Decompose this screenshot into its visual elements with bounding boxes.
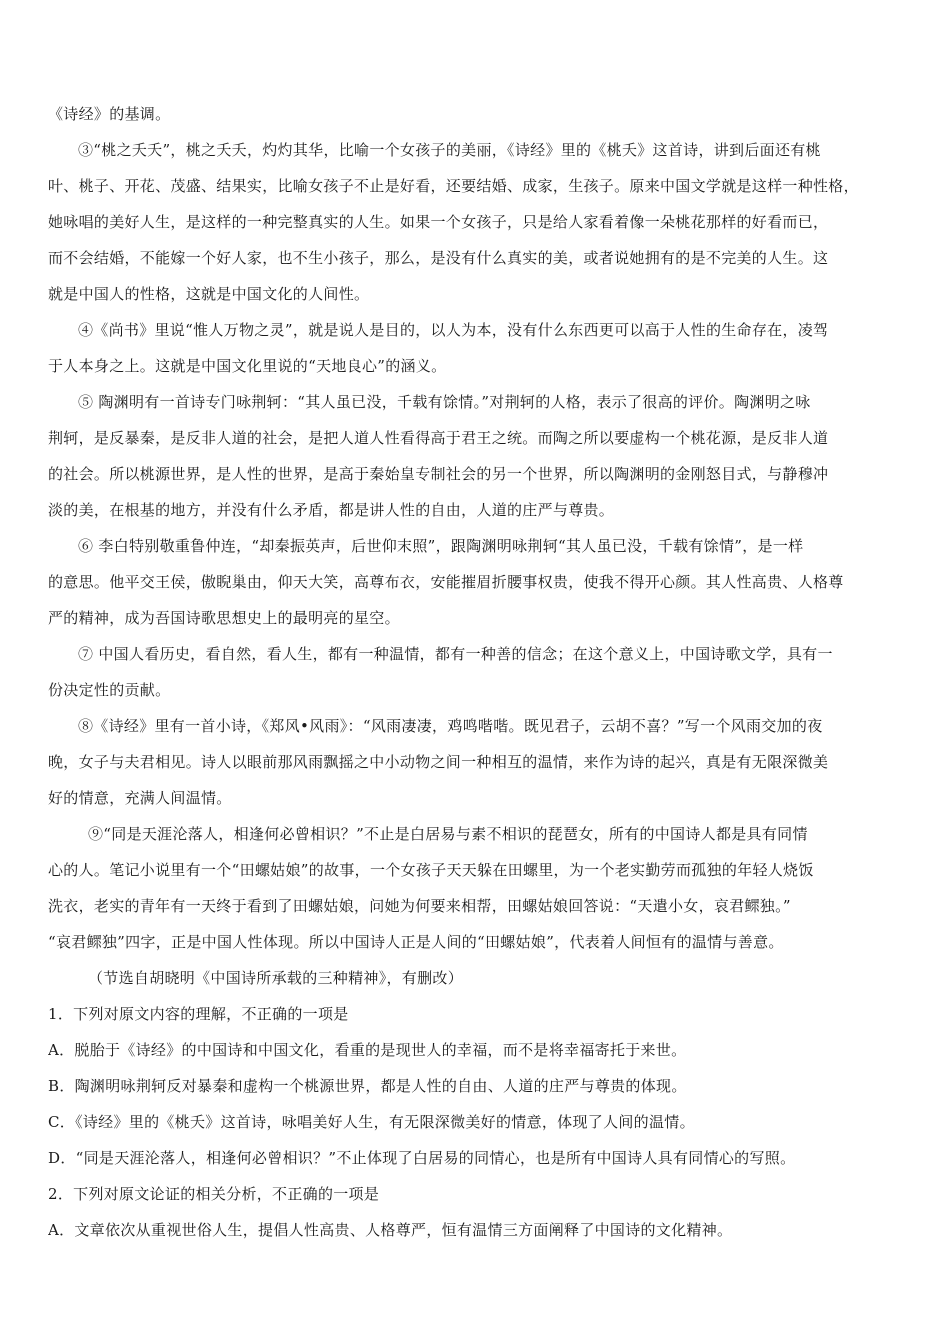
text-line: 叶、桃子、开花、茂盛、结果实，比喻女孩子不止是好看，还要结婚、成家，生孩子。原来中国文学就是这样一种性格， — [48, 177, 859, 195]
question-2 — [48, 1176, 906, 1248]
text-line: 份决定性的贡献。 — [48, 681, 171, 699]
text-line: 严的精神，成为吾国诗歌思想史上的最明亮的星空。 — [48, 609, 400, 627]
paragraph-3 — [48, 132, 906, 312]
text-line: ⑨“同是天涯沦落人，相逢何必曾相识？”不止是白居易与素不相识的琵琶女，所有的中国诗人都是具有同情 — [88, 825, 808, 843]
text-line: ⑦ 中国人看历史，看自然，看人生，都有一种温情，都有一种善的信念；在这个意义上，中国诗歌文学，具有一 — [78, 645, 833, 663]
paragraph-5 — [48, 384, 906, 528]
text-line: 于人本身之上。这就是中国文化里说的“天地良心”的涵义。 — [48, 357, 447, 375]
question-stem: 2．下列对原文论证的相关分析，不正确的一项是 — [48, 1185, 380, 1203]
text-line: ⑧《诗经》里有一首小诗，《郑风•风雨》：“风雨凄凄，鸡鸣喈喈。既见君子，云胡不喜？”写一个风雨交加的夜 — [78, 717, 823, 735]
paragraph-9 — [48, 816, 906, 960]
question-stem: 1．下列对原文内容的理解，不正确的一项是 — [48, 1005, 349, 1023]
text-line: 晚，女子与夫君相见。诗人以眼前那风雨飘摇之中小动物之间一种相互的温情，来作为诗的起兴，真是有无限深微美 — [48, 753, 829, 771]
text-line: ④《尚书》里说“惟人万物之灵”，就是说人是目的，以人为本，没有什么东西更可以高于人性的生命存在，凌驾 — [78, 321, 829, 339]
text-line: 心的人。笔记小说里有一个“田螺姑娘”的故事，一个女孩子天天躲在田螺里，为一个老实勤劳而孤独的年轻人烧饭 — [48, 861, 814, 879]
document-page — [48, 96, 906, 1248]
option-a: A．脱胎于《诗经》的中国诗和中国文化，看重的是现世人的幸福，而不是将幸福寄托于来世。 — [48, 1041, 687, 1059]
text-line: 而不会结婚，不能嫁一个好人家，也不生小孩子，那么，是没有什么真实的美，或者说她拥有的是不完美的人生。这 — [48, 249, 829, 267]
paragraph-4 — [48, 312, 906, 384]
paragraph-6 — [48, 528, 906, 636]
option-c: C．《诗经》里的《桃夭》这首诗，咏唱美好人生，有无限深微美好的情意，体现了人间的温情。 — [48, 1113, 695, 1131]
text-line: 就是中国人的性格，这就是中国文化的人间性。 — [48, 285, 370, 303]
text-line: 好的情意，充满人间温情。 — [48, 789, 232, 807]
paragraph-7 — [48, 636, 906, 708]
text-line: 荆轲，是反暴秦，是反非人道的社会，是把人道人性看得高于君王之统。而陶之所以要虚构一个桃花源，是反非人道 — [48, 429, 829, 447]
text-line: 她咏唱的美好人生，是这样的一种完整真实的人生。如果一个女孩子，只是给人家看着像一朵桃花那样的好看而已， — [48, 213, 829, 231]
question-1 — [48, 996, 906, 1176]
text-line: ⑤ 陶渊明有一首诗专门咏荆轲：“其人虽已没，千载有馀情。”对荆轲的人格，表示了很高的评价。陶渊明之咏 — [78, 393, 811, 411]
text-line: 的意思。他平交王侯，傲睨巢由，仰天大笑，高尊布衣，安能摧眉折腰事权贵，使我不得开心颜。其人性高贵、人格尊 — [48, 573, 844, 591]
text-line: ⑥ 李白特别敬重鲁仲连，“却秦振英声，后世仰末照”，跟陶渊明咏荆轲“其人虽已没，千载有馀情”，是一样 — [78, 537, 804, 555]
option-d: D．“同是天涯沦落人，相逢何必曾相识？”不止体现了白居易的同情心，也是所有中国诗人具有同情心的写照。 — [48, 1149, 796, 1167]
text-line: ③“桃之夭夭”，桃之夭夭，灼灼其华，比喻一个女孩子的美丽，《诗经》里的《桃夭》这首诗，讲到后面还有桃 — [78, 141, 821, 159]
text-line: “哀君鳏独”四字，正是中国人性体现。所以中国诗人正是人间的“田螺姑娘”，代表着人间恒有的温情与善意。 — [48, 933, 784, 951]
option-b: B．陶渊明咏荆轲反对暴秦和虚构一个桃源世界，都是人性的自由、人道的庄严与尊贵的体现。 — [48, 1077, 687, 1095]
text-line: 洗衣，老实的青年有一天终于看到了田螺姑娘，问她为何要来相帮，田螺姑娘回答说：“天遣小女，哀君鳏独。” — [48, 897, 791, 915]
text-line: 《诗经》的基调。 — [48, 105, 171, 123]
source-note: （节选自胡晓明《中国诗所承载的三种精神》，有删改） — [88, 969, 464, 987]
paragraph-0 — [48, 96, 906, 132]
paragraph-8 — [48, 708, 906, 816]
text-line: 的社会。所以桃源世界，是人性的世界，是高于秦始皇专制社会的另一个世界，所以陶渊明的金刚怒目式，与静穆冲 — [48, 465, 829, 483]
option-a: A．文章依次从重视世俗人生，提倡人性高贵、人格尊严，恒有温情三方面阐释了中国诗的文化精神。 — [48, 1221, 733, 1239]
text-line: 淡的美，在根基的地方，并没有什么矛盾，都是讲人性的自由，人道的庄严与尊贵。 — [48, 501, 615, 519]
